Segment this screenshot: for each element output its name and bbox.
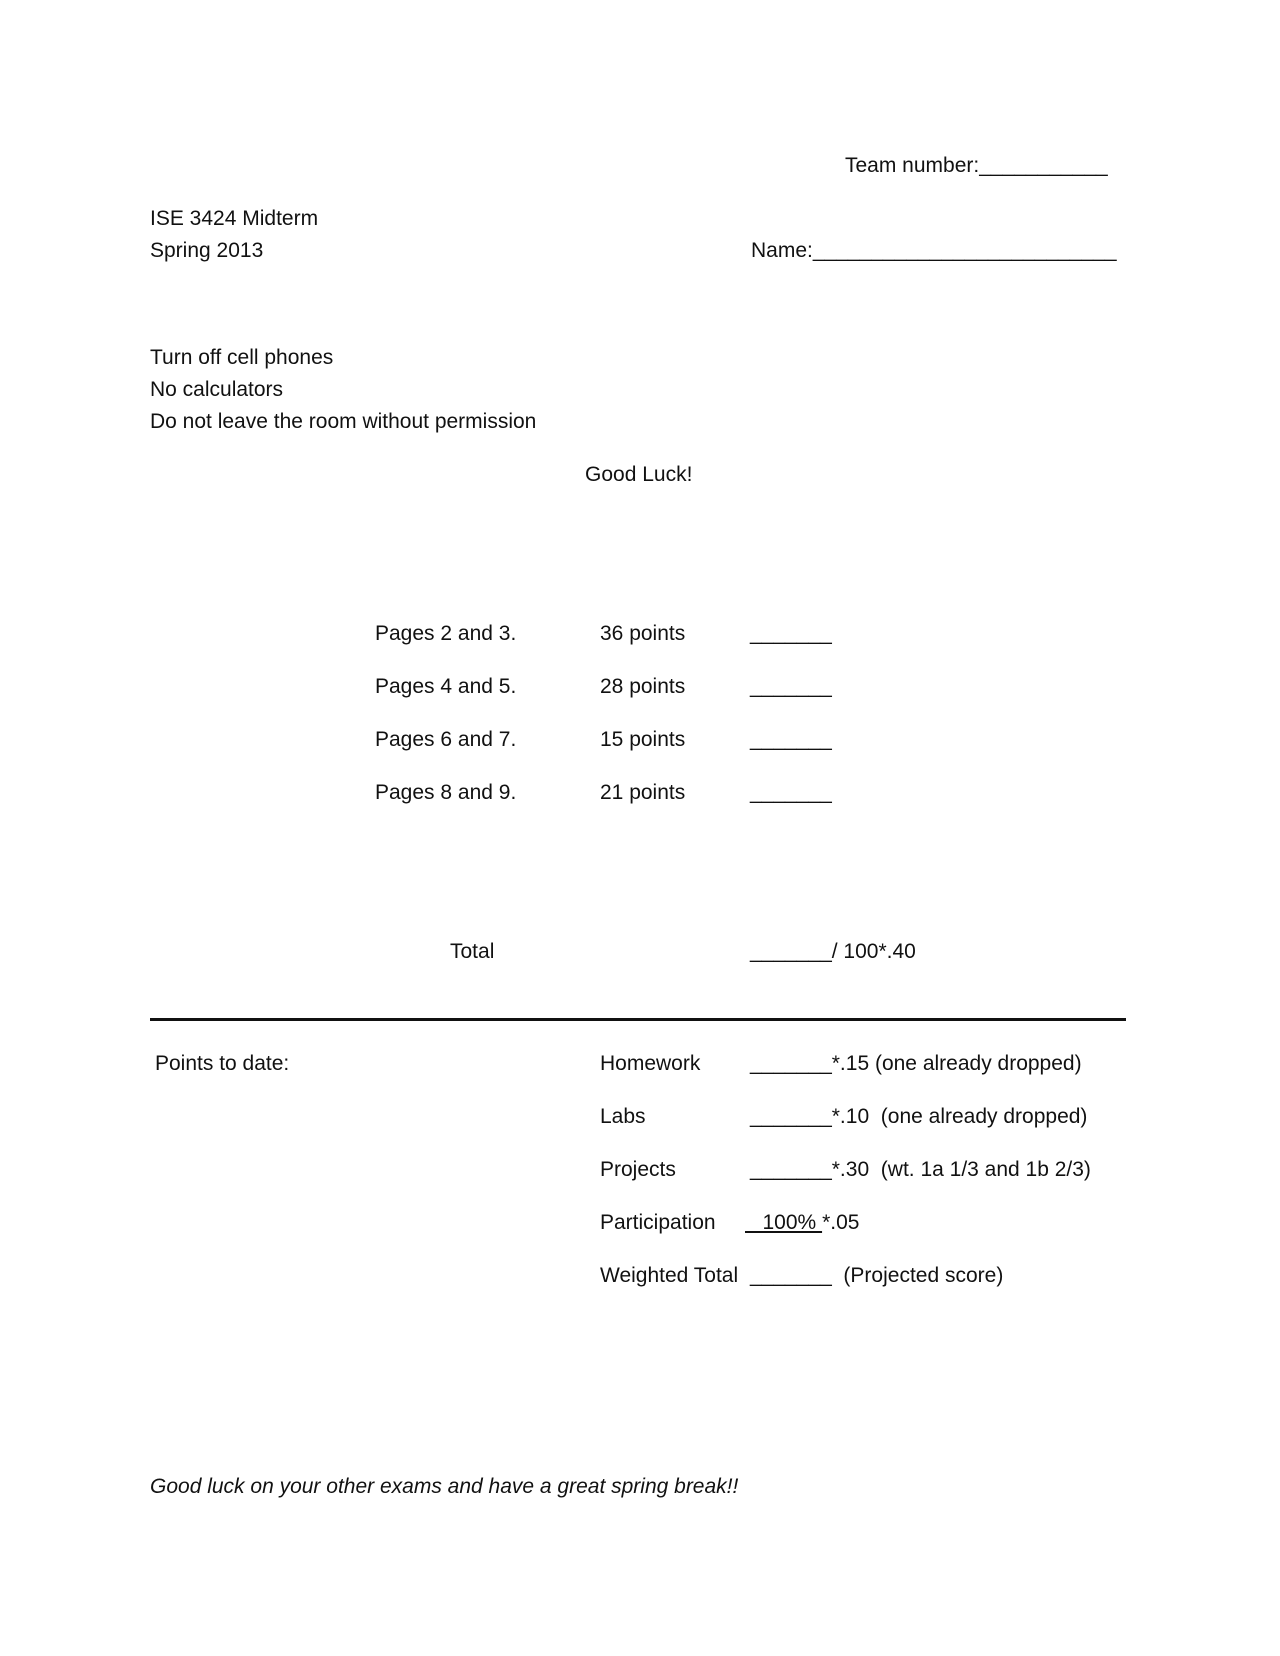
score-blank-1: _______: [750, 622, 832, 645]
total-value: _______/ 100*.40: [750, 940, 916, 963]
weighted-total-label: Weighted Total: [600, 1264, 739, 1287]
homework-value: _______*.15 (one already dropped): [750, 1052, 1082, 1075]
instruction-room: Do not leave the room without permission: [150, 410, 537, 433]
weighted-total-value: _______ (Projected score): [750, 1264, 1004, 1287]
score-points-1: 36 points: [600, 622, 686, 645]
team-number-field: Team number:___________: [845, 154, 1108, 177]
score-pages-2: Pages 4 and 5.: [375, 675, 517, 698]
labs-label: Labs: [600, 1105, 646, 1128]
score-blank-4: _______: [750, 781, 832, 804]
score-pages-1: Pages 2 and 3.: [375, 622, 517, 645]
term: Spring 2013: [150, 239, 264, 262]
name-field: Name:__________________________: [751, 239, 1117, 262]
instruction-phones: Turn off cell phones: [150, 346, 334, 369]
score-blank-3: _______: [750, 728, 832, 751]
footer-message: Good luck on your other exams and have a great spring break!!: [150, 1475, 739, 1498]
good-luck-text: Good Luck!: [585, 463, 693, 486]
participation-value: [745, 1212, 859, 1233]
participation-weight: *.05: [822, 1211, 860, 1234]
points-to-date-label: Points to date:: [155, 1052, 290, 1075]
total-label: Total: [450, 940, 495, 963]
homework-label: Homework: [600, 1052, 701, 1075]
score-pages-3: Pages 6 and 7.: [375, 728, 517, 751]
score-points-3: 15 points: [600, 728, 686, 751]
score-blank-2: _______: [750, 675, 832, 698]
projects-label: Projects: [600, 1158, 676, 1181]
score-points-2: 28 points: [600, 675, 686, 698]
labs-value: _______*.10 (one already dropped): [750, 1105, 1088, 1128]
section-divider: [150, 1018, 1126, 1021]
participation-score: 100%: [745, 1211, 823, 1234]
score-points-4: 21 points: [600, 781, 686, 804]
instruction-calculators: No calculators: [150, 378, 284, 401]
course-title: ISE 3424 Midterm: [150, 207, 319, 230]
score-pages-4: Pages 8 and 9.: [375, 781, 517, 804]
participation-label: Participation: [600, 1211, 716, 1234]
projects-value: _______*.30 (wt. 1a 1/3 and 1b 2/3): [750, 1158, 1091, 1181]
